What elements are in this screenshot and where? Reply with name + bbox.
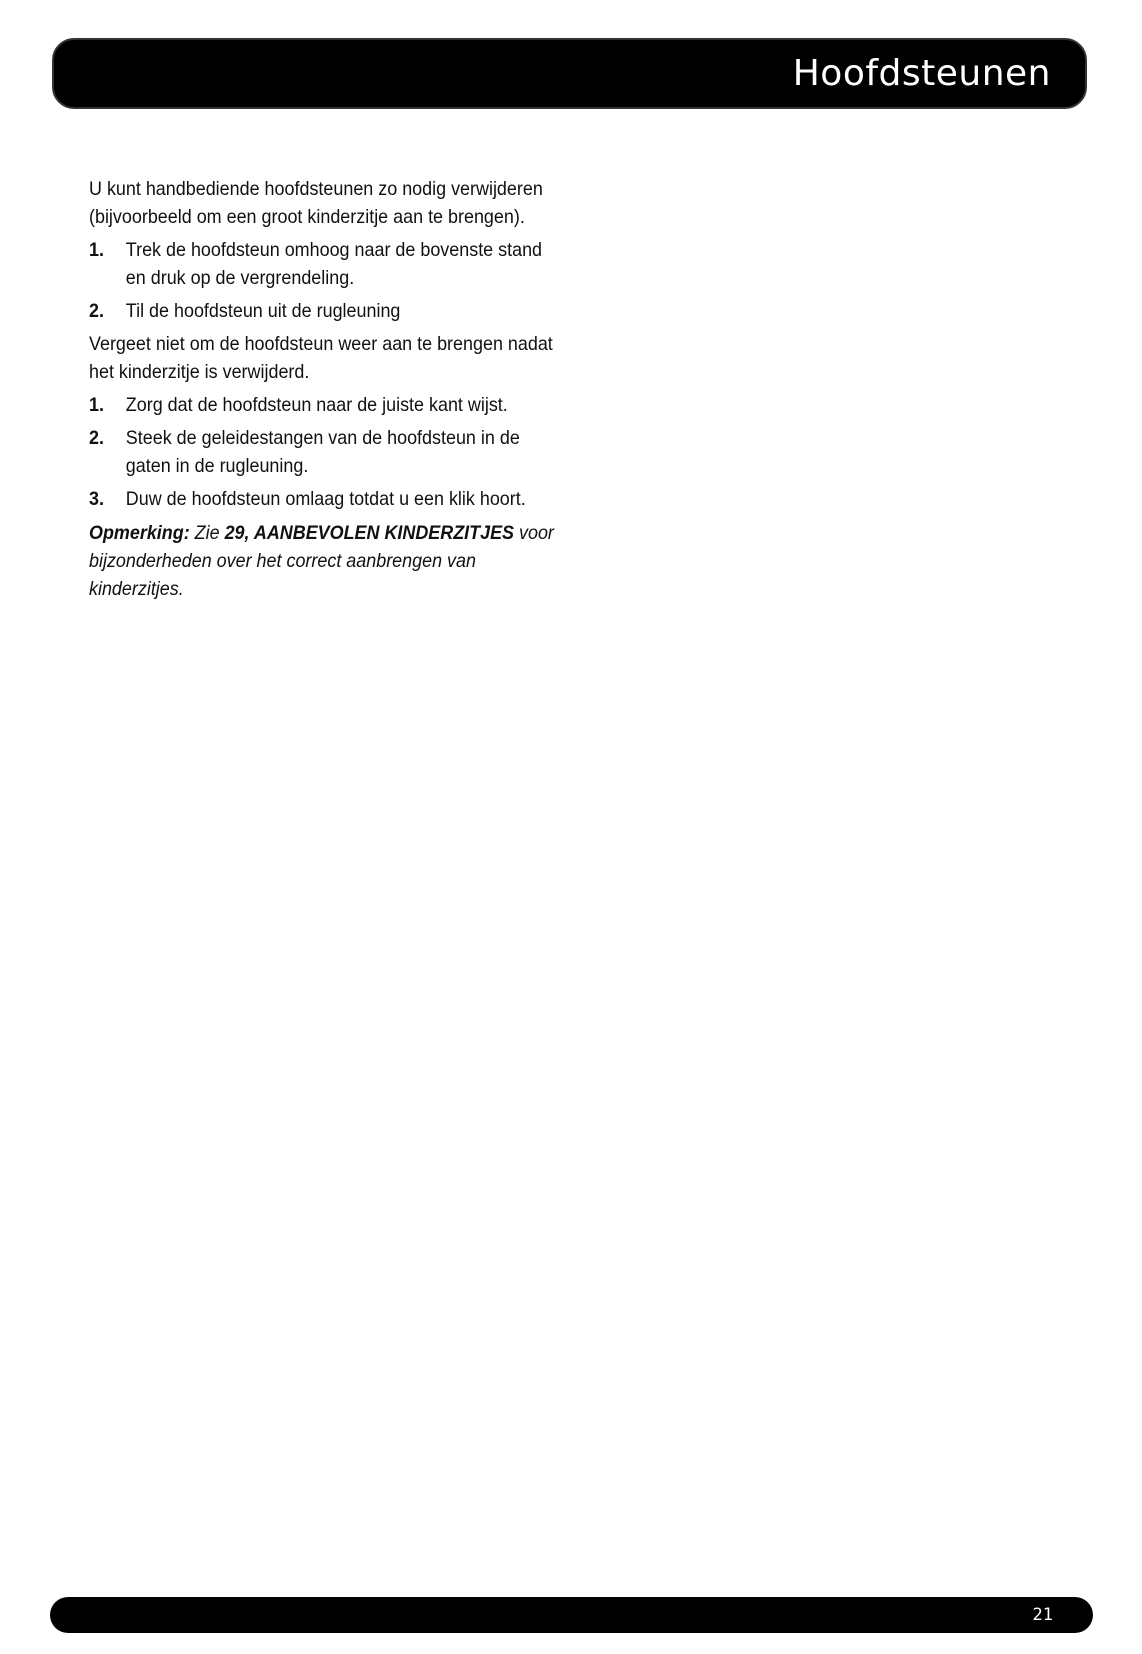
list-item — [89, 391, 558, 419]
step-text: Til de hoofdsteun uit de rugleuning — [125, 300, 401, 322]
step-text: Trek de hoofdsteun omhoog naar de bovenste stand en druk op de vergrendeling. — [125, 239, 543, 289]
step-text: Steek de geleidestangen van de hoofdsteun in de gaten in de rugleuning. — [125, 427, 520, 477]
note-post: voor bijzonderheden over het correct aanbrengen van kinderzitjes. — [89, 522, 554, 600]
step-number: 2. — [89, 300, 104, 322]
remove-steps-list — [89, 236, 558, 325]
note-ref-sep: , — [244, 522, 254, 544]
reinstall-paragraph: Vergeet niet om de hoofdsteun weer aan te brengen nadat het kinderzitje is verwijderd. — [89, 333, 553, 383]
step-text: Zorg dat de hoofdsteun naar de juiste kant wijst. — [125, 394, 508, 416]
list-item — [89, 236, 558, 292]
list-item — [89, 297, 558, 325]
note-pre: Zie — [189, 522, 225, 544]
intro-paragraph: U kunt handbediende hoofdsteunen zo nodig verwijderen (bijvoorbeeld om een groot kinderzitje aan te brengen). — [89, 178, 543, 228]
page-number: 21 — [1032, 1605, 1053, 1625]
step-number: 2. — [89, 427, 104, 449]
header-bar — [52, 38, 1087, 109]
list-item — [89, 485, 558, 513]
step-number: 1. — [89, 239, 104, 261]
step-text: Duw de hoofdsteun omlaag totdat u een klik hoort. — [125, 488, 526, 510]
step-number: 1. — [89, 394, 104, 416]
note-ref-page[interactable]: 29 — [224, 522, 245, 544]
content-column — [89, 175, 558, 608]
step-number: 3. — [89, 488, 104, 510]
page-title: Hoofdsteunen — [792, 53, 1051, 94]
footer-bar — [50, 1597, 1093, 1633]
note-label: Opmerking: — [89, 522, 190, 544]
note-paragraph — [89, 519, 558, 603]
reinstall-steps-list — [89, 391, 558, 513]
list-item — [89, 424, 558, 480]
note-ref-title[interactable]: AANBEVOLEN KINDERZITJES — [253, 522, 515, 544]
